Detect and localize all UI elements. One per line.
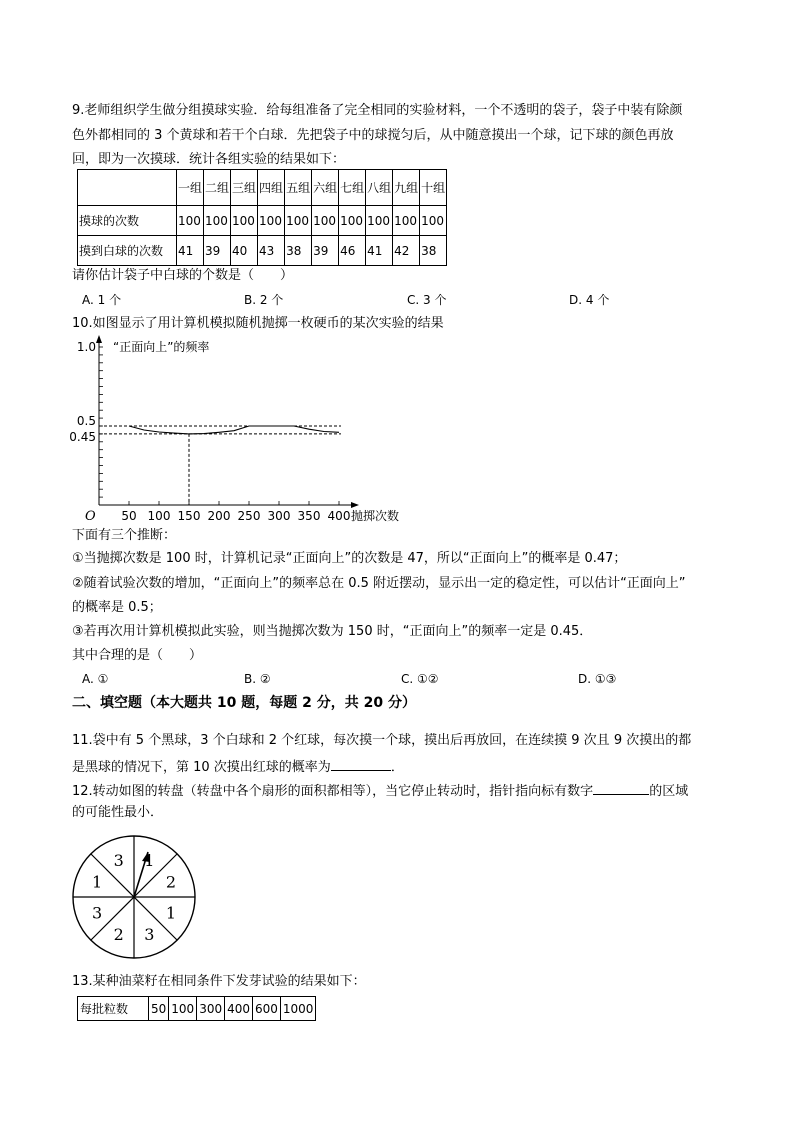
table-cell: 100 [258,206,285,236]
spinner-diagram [70,834,200,960]
spinner-number: 3 [144,924,155,944]
table-cell: 50 [149,997,169,1021]
x-tick-label: 50 [121,509,137,523]
q9-text-line-1: 9.老师组织学生做分组摸球实验．给每组准备了完全相同的实验材料，一个不透明的袋子，袋子中装有除颜 [72,103,683,118]
table-cell: 八组 [366,170,393,206]
q9-text-line-3: 回，即为一次摸球．统计各组实验的结果如下： [72,152,346,167]
x-tick-label: 100 [147,509,171,523]
x-tick-label: 350 [297,509,321,523]
x-tick-label: 300 [267,509,291,523]
coin-frequency-chart [60,335,440,525]
q11-line-2 [72,757,404,776]
q10-option-b[interactable]: B. ② [244,672,271,686]
table-cell: 三组 [231,170,258,206]
y-tick-label: 0.5 [76,414,96,428]
x-tick-label: 250 [237,509,261,523]
table-cell: 四组 [258,170,285,206]
q10-option-d[interactable]: D. ①③ [578,672,617,686]
y-tick-label: 0.45 [69,429,96,444]
table-cell: 五组 [285,170,312,206]
x-tick-label: 150 [177,509,201,523]
q10-title: 10.如图显示了用计算机模拟随机抛掷一枚硬币的某次实验的结果 [72,316,444,331]
table-cell: 100 [231,206,258,236]
table-cell: 100 [169,997,197,1021]
q12-answer-blank[interactable] [593,781,649,795]
table-cell: 300 [197,997,225,1021]
chart-labels [69,339,399,524]
q12-line-2: 的可能性最小． [72,805,164,820]
table-cell: 六组 [312,170,339,206]
q10-option-c[interactable]: C. ①② [401,672,439,686]
q10-question: 其中合理的是（ ） [72,648,203,663]
spinner-number: 3 [113,851,124,871]
table-cell: 每批粒数 [78,997,149,1021]
x-axis-arrow [351,502,359,508]
y-tick-label: 1.0 [76,340,96,354]
y-axis-arrow [96,335,102,343]
q9-results-table [77,169,447,266]
y-axis-label: “正面向上”的频率 [113,340,210,354]
table-cell: 100 [312,206,339,236]
x-tick-label: 200 [207,509,231,523]
q12-line-1 [72,781,688,800]
table-cell: 600 [253,997,281,1021]
spinner-number: 1 [91,872,103,892]
q13-germination-table [77,996,316,1021]
table-cell: 38 [420,236,447,266]
table-cell: 100 [204,206,231,236]
q10-statement-2b: 的概率是 0.5； [72,600,162,615]
q13-line-1: 13.某种油菜籽在相同条件下发芽试验的结果如下： [72,974,366,989]
x-tick-label: 400 [327,509,351,523]
table-row [78,206,447,236]
table-cell: 十组 [420,170,447,206]
table-cell: 43 [258,236,285,266]
chart-marks [99,426,341,505]
q9-text-line-2: 色外都相同的 3 个黄球和若干个白球．先把袋子中的球搅匀后，从中随意摸出一个球，记下球的颜色再放 [72,128,674,143]
table-cell: 41 [177,236,204,266]
spinner-number: 1 [165,903,177,923]
table-cell: 46 [339,236,366,266]
q10-intro: 下面有三个推断： [72,528,177,543]
table-cell: 七组 [339,170,366,206]
spinner-sectors [73,836,195,958]
table-cell: 九组 [393,170,420,206]
q9-option-a[interactable]: A. 1 个 [82,293,122,307]
series-line-frequency [129,426,339,434]
spinner-number: 1 [144,851,155,871]
spinner-number: 2 [165,872,177,892]
spinner-number: 3 [91,903,103,923]
q9-option-c[interactable]: C. 3 个 [407,293,447,307]
table-cell: 一组 [177,170,204,206]
table-cell: 1000 [280,997,316,1021]
table-cell: 41 [366,236,393,266]
table-cell: 38 [285,236,312,266]
table-cell: 100 [366,206,393,236]
table-cell: 39 [312,236,339,266]
table-cell: 42 [393,236,420,266]
x-axis-label: 抛掷次数 [351,509,400,523]
q12-line-1-end: 的区域 [649,784,689,799]
q9-option-b[interactable]: B. 2 个 [244,293,284,307]
table-cell: 二组 [204,170,231,206]
table-cell: 摸到白球的次数 [78,236,177,266]
q12-line-1-text: 12.转动如图的转盘（转盘中各个扇形的面积都相等），当它停止转动时，指针指向标有数字 [72,784,594,799]
table-row [78,997,316,1021]
table-cell: 100 [177,206,204,236]
origin-label: O [85,509,96,524]
table-cell: 39 [204,236,231,266]
table-cell: 摸球的次数 [78,206,177,236]
q10-option-a[interactable]: A. ① [82,672,109,686]
q10-statement-2a: ②随着试验次数的增加，“正面向上”的频率总在 0.5 附近摆动，显示出一定的稳定性，可以估计“正面向上” [72,576,686,591]
table-row [78,236,447,266]
table-cell: 100 [420,206,447,236]
q11-line-2-end: ． [390,760,404,775]
q11-line-1: 11.袋中有 5 个黑球，3 个白球和 2 个红球，每次摸一个球，摸出后再放回，在连续摸 9 次且 9 次摸出的都 [72,733,692,748]
q10-statement-1: ①当抛掷次数是 100 时，计算机记录“正面向上”的次数是 47，所以“正面向上”的概率是 0.47； [72,551,627,566]
q9-option-d[interactable]: D. 4 个 [569,293,610,307]
table-cell: 40 [231,236,258,266]
table-cell: 100 [393,206,420,236]
q11-answer-blank[interactable] [331,757,391,771]
chart-axes [96,335,359,508]
table-cell: 100 [285,206,312,236]
table-cell: 400 [225,997,253,1021]
table-cell: 100 [339,206,366,236]
section-2-title: 二、填空题（本大题共 10 题，每题 2 分，共 20 分） [72,695,416,711]
table-header-row [78,170,447,206]
q9-question: 请你估计袋子中白球的个数是（ ） [72,268,294,283]
q10-statement-3: ③若再次用计算机模拟此实验，则当抛掷次数为 150 时，“正面向上”的频率一定是 0.45． [72,624,593,639]
spinner-number: 2 [113,924,124,944]
table-cell [78,170,177,206]
q11-line-2-text: 是黑球的情况下，第 10 次摸出红球的概率为 [72,760,331,775]
